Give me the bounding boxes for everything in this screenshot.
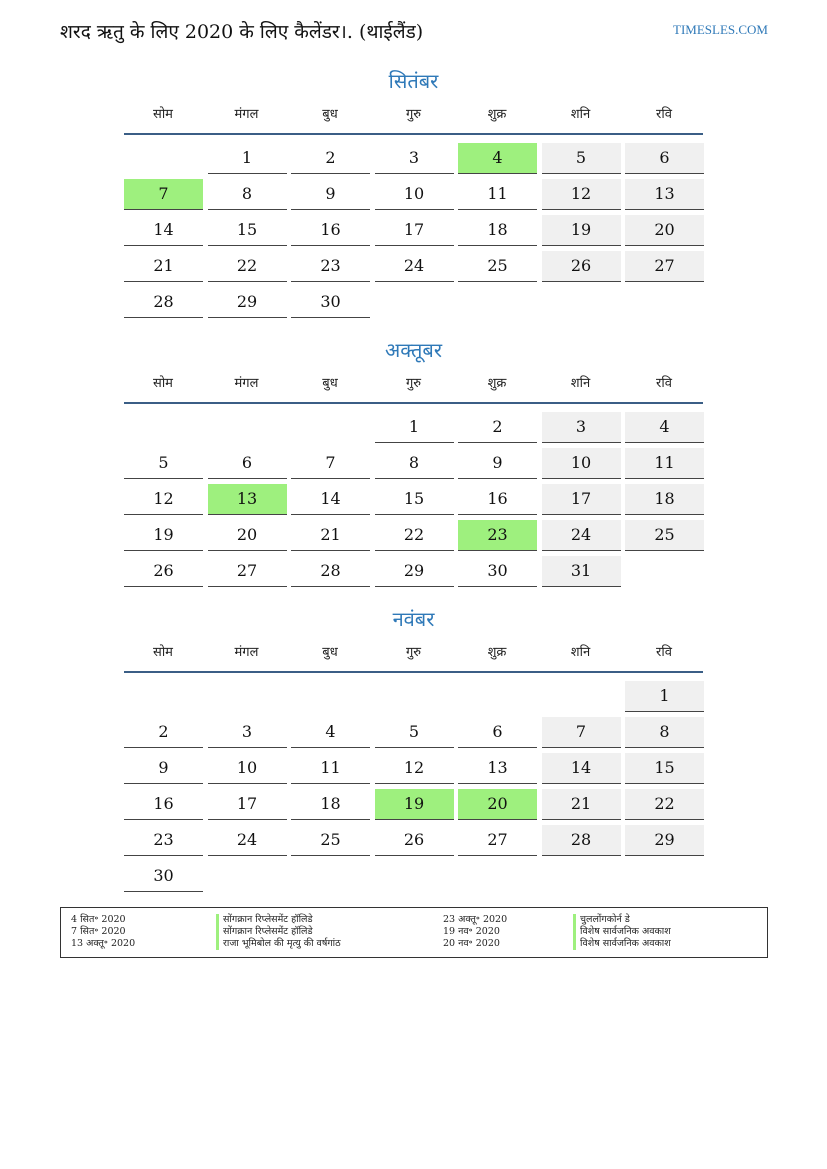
- day-cell: 8: [625, 717, 704, 748]
- day-cell: 20: [625, 215, 704, 246]
- day-cell: 30: [458, 556, 537, 587]
- day-cell: 18: [625, 484, 704, 515]
- day-cell: 31: [542, 556, 621, 587]
- day-cell: 5: [124, 448, 203, 479]
- day-cell: 23: [124, 825, 203, 856]
- day-cell: 1: [375, 412, 454, 443]
- day-cell: 7: [291, 448, 370, 479]
- day-cell: 4: [625, 412, 704, 443]
- weekday-label: रवि: [656, 376, 672, 391]
- weekday-label: गुरु: [405, 107, 422, 122]
- day-cell: 9: [124, 753, 203, 784]
- day-cell: 12: [542, 179, 621, 210]
- day-cell: 16: [291, 215, 370, 246]
- legend-holiday-name: सोंगक्रान रिप्लेसमेंट हॉलिडे: [216, 914, 313, 926]
- day-cell: 11: [625, 448, 704, 479]
- page-header: [60, 18, 768, 48]
- weekday-divider: [124, 133, 703, 135]
- legend-date: 20 नव॰ 2020: [443, 938, 500, 949]
- day-cell: 28: [542, 825, 621, 856]
- day-cell: 22: [625, 789, 704, 820]
- day-cell: 5: [542, 143, 621, 174]
- legend-holiday-name: विशेष सार्वजनिक अवकाश: [573, 926, 671, 938]
- legend-holiday-name: राजा भूमिबोल की मृत्यु की वर्षगांठ: [216, 938, 341, 950]
- weekday-label: सोम: [153, 376, 173, 391]
- day-cell: 12: [124, 484, 203, 515]
- weekday-label: बुध: [322, 376, 338, 391]
- day-cell: 17: [542, 484, 621, 515]
- weekday-divider: [124, 671, 703, 673]
- month-title: अक्तूबर: [385, 338, 442, 362]
- legend-date: 7 सित॰ 2020: [71, 926, 126, 937]
- day-cell: 9: [458, 448, 537, 479]
- day-cell: 24: [208, 825, 287, 856]
- legend-date: 23 अक्तू॰ 2020: [443, 914, 508, 925]
- legend-holiday-name: सोंगक्रान रिप्लेसमेंट हॉलिडे: [216, 926, 313, 938]
- day-cell: 2: [291, 143, 370, 174]
- day-cell: 14: [542, 753, 621, 784]
- legend-holiday-name: विशेष सार्वजनिक अवकाश: [573, 938, 671, 950]
- day-cell: 13: [458, 753, 537, 784]
- day-cell: 14: [291, 484, 370, 515]
- day-cell: 2: [458, 412, 537, 443]
- day-cell: 1: [208, 143, 287, 174]
- day-cell: 17: [375, 215, 454, 246]
- day-cell: 27: [458, 825, 537, 856]
- day-cell: 20: [208, 520, 287, 551]
- day-cell: 24: [375, 251, 454, 282]
- day-cell: 30: [124, 861, 203, 892]
- day-cell: 4: [458, 143, 537, 174]
- legend-date: 13 अक्तू॰ 2020: [71, 938, 136, 949]
- day-cell: 22: [208, 251, 287, 282]
- weekday-label: शुक्र: [487, 107, 507, 122]
- day-cell: 29: [625, 825, 704, 856]
- day-cell: 2: [124, 717, 203, 748]
- day-cell: 6: [458, 717, 537, 748]
- weekday-label: बुध: [322, 645, 338, 660]
- day-cell: 8: [208, 179, 287, 210]
- day-cell: 13: [625, 179, 704, 210]
- weekday-label: गुरु: [405, 376, 422, 391]
- weekday-label: शुक्र: [487, 376, 507, 391]
- month-block: [124, 68, 703, 323]
- day-cell: 11: [458, 179, 537, 210]
- day-cell: 6: [625, 143, 704, 174]
- day-cell: 10: [375, 179, 454, 210]
- day-cell: 14: [124, 215, 203, 246]
- weekday-label: सोम: [153, 645, 173, 660]
- day-cell: 3: [542, 412, 621, 443]
- day-cell: 6: [208, 448, 287, 479]
- weekday-label: रवि: [656, 645, 672, 660]
- weekday-label: मंगल: [234, 645, 259, 660]
- day-cell: 1: [625, 681, 704, 712]
- day-cell: 5: [375, 717, 454, 748]
- day-cell: 25: [625, 520, 704, 551]
- day-cell: 24: [542, 520, 621, 551]
- month-block: [124, 606, 703, 897]
- legend-holiday-name: चुललोंगकोर्न डे: [573, 914, 630, 926]
- weekday-label: शनि: [570, 645, 591, 660]
- day-cell: 23: [291, 251, 370, 282]
- weekday-label: शनि: [570, 107, 591, 122]
- day-cell: 15: [208, 215, 287, 246]
- day-cell: 18: [458, 215, 537, 246]
- day-cell: 3: [208, 717, 287, 748]
- day-cell: 25: [291, 825, 370, 856]
- day-cell: 19: [124, 520, 203, 551]
- day-cell: 17: [208, 789, 287, 820]
- day-cell: 12: [375, 753, 454, 784]
- day-cell: 28: [291, 556, 370, 587]
- day-cell: 29: [375, 556, 454, 587]
- day-cell: 16: [458, 484, 537, 515]
- day-cell: 20: [458, 789, 537, 820]
- day-cell: 28: [124, 287, 203, 318]
- day-cell: 8: [375, 448, 454, 479]
- day-cell: 26: [375, 825, 454, 856]
- day-cell: 21: [124, 251, 203, 282]
- month-block: [124, 337, 703, 592]
- weekday-divider: [124, 402, 703, 404]
- day-cell: 15: [625, 753, 704, 784]
- weekday-label: सोम: [153, 107, 173, 122]
- day-cell: 26: [542, 251, 621, 282]
- day-cell: 21: [542, 789, 621, 820]
- day-cell: 23: [458, 520, 537, 551]
- day-cell: 27: [625, 251, 704, 282]
- legend-date: 4 सित॰ 2020: [71, 914, 126, 925]
- day-cell: 7: [542, 717, 621, 748]
- day-cell: 19: [542, 215, 621, 246]
- weekday-label: शुक्र: [487, 645, 507, 660]
- weekday-label: शनि: [570, 376, 591, 391]
- day-cell: 22: [375, 520, 454, 551]
- day-cell: 7: [124, 179, 203, 210]
- month-title: नवंबर: [392, 607, 435, 631]
- weekday-label: मंगल: [234, 376, 259, 391]
- month-title: सितंबर: [388, 69, 439, 93]
- day-cell: 19: [375, 789, 454, 820]
- day-cell: 9: [291, 179, 370, 210]
- day-cell: 26: [124, 556, 203, 587]
- weekday-label: बुध: [322, 107, 338, 122]
- day-cell: 10: [542, 448, 621, 479]
- weekday-label: गुरु: [405, 645, 422, 660]
- day-cell: 27: [208, 556, 287, 587]
- legend-date: 19 नव॰ 2020: [443, 926, 500, 937]
- page-title: शरद ऋतु के लिए 2020 के लिए कैलेंडर।. (थाईलैंड): [60, 21, 424, 43]
- site-link[interactable]: TIMESLES.COM: [673, 22, 768, 37]
- weekday-label: रवि: [656, 107, 672, 122]
- day-cell: 25: [458, 251, 537, 282]
- day-cell: 16: [124, 789, 203, 820]
- day-cell: 10: [208, 753, 287, 784]
- day-cell: 4: [291, 717, 370, 748]
- day-cell: 11: [291, 753, 370, 784]
- day-cell: 29: [208, 287, 287, 318]
- holiday-legend: [60, 907, 768, 958]
- day-cell: 30: [291, 287, 370, 318]
- day-cell: 15: [375, 484, 454, 515]
- day-cell: 13: [208, 484, 287, 515]
- day-cell: 21: [291, 520, 370, 551]
- day-cell: 18: [291, 789, 370, 820]
- weekday-label: मंगल: [234, 107, 259, 122]
- day-cell: 3: [375, 143, 454, 174]
